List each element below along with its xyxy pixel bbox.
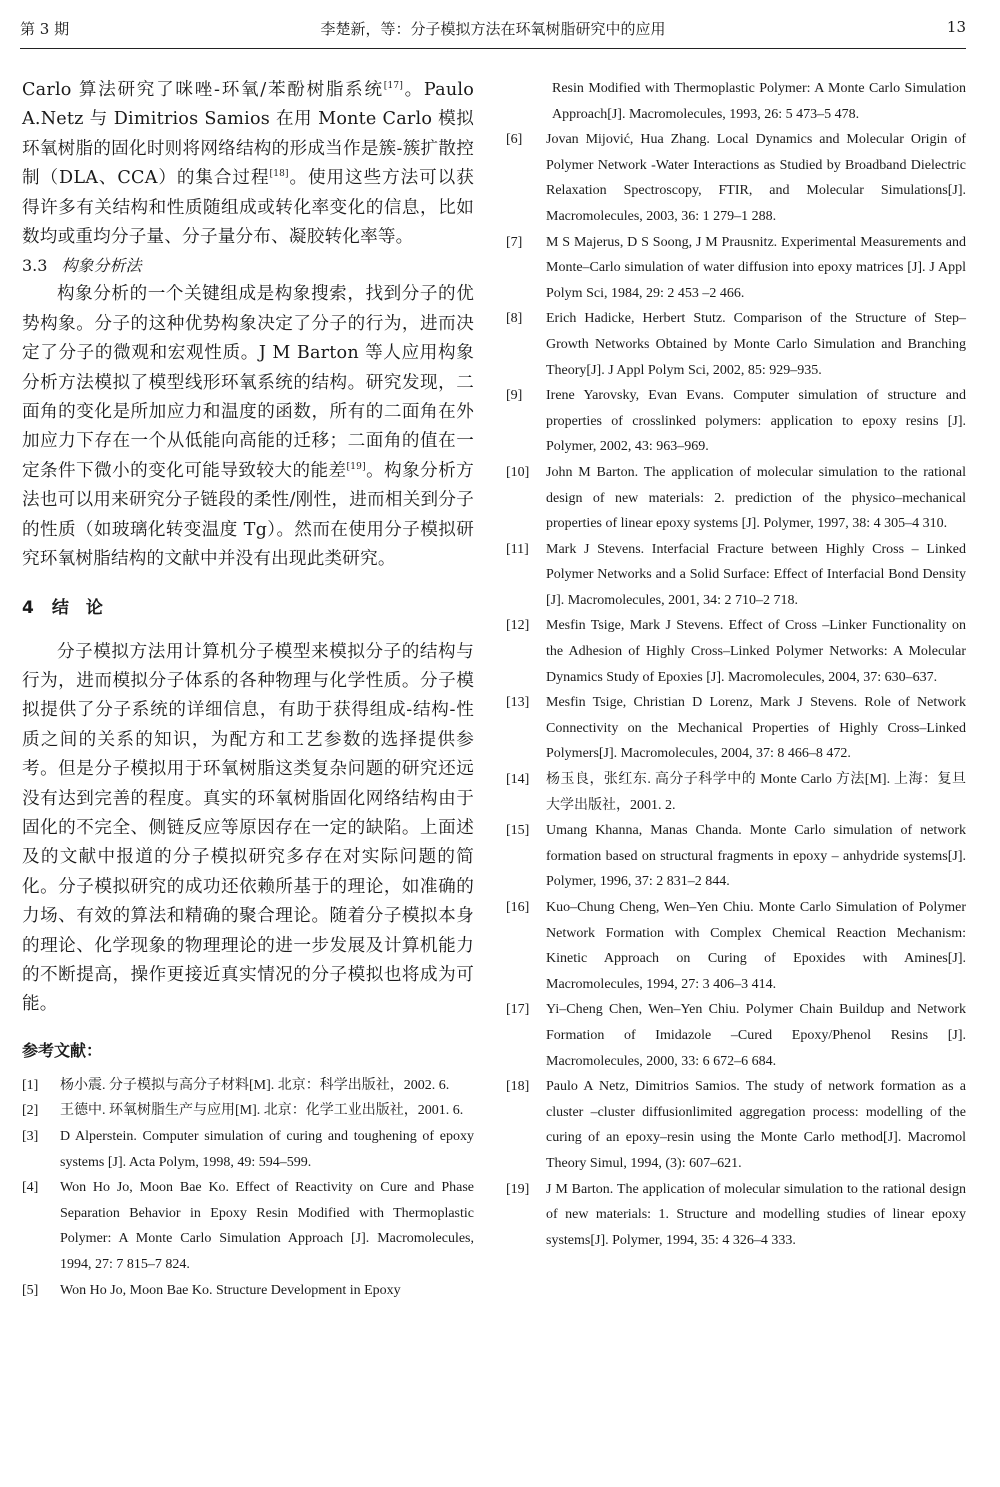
page-number: 13	[946, 18, 966, 36]
reference-text: Won Ho Jo, Moon Bae Ko. Effect of Reactivity on Cure and Phase Separation Behavior in Epoxy Resin Modified with Thermoplastic Polymer: A Monte Carlo Simulation Approach [J]. Macromolecules, 1994, 27: 7 815–7 824.	[60, 1180, 474, 1272]
reference-item	[506, 230, 966, 307]
reference-number: [18]	[506, 1079, 530, 1095]
reference-item	[506, 1074, 966, 1176]
reference-list-left	[22, 1073, 474, 1303]
reference-text: Paulo A Netz, Dimitrios Samios. The study of network formation as a cluster –cluster diffusionlimited aggregation process: modelling of the curing of an epoxy–resin using the Monte Carlo method[J]. Macromol Theory Simul, 1994, (3): 607–621.	[546, 1079, 966, 1171]
reference-text: M S Majerus, D S Soong, J M Prausnitz. Experimental Measurements and Monte–Carlo simulation of water diffusion into epoxy matrices [J]. J Appl Polym Sci, 1984, 29: 2 453 –2 466.	[546, 234, 966, 301]
reference-text: Umang Khanna, Manas Chanda. Monte Carlo simulation of network formation based on structural fragments in epoxy – anhydride systems[J]. Polymer, 1996, 37: 2 831–2 844.	[546, 823, 966, 890]
reference-text: John M Barton. The application of molecular simulation to the rational design of new materials: 2. prediction of the physico–mechanical properties of linear epoxy systems [J]. Polymer, 1997, 38: 4 305–4 310.	[546, 464, 966, 532]
reference-number: [9]	[506, 388, 523, 404]
reference-item	[506, 1177, 966, 1254]
reference-continued: Resin Modified with Thermoplastic Polymer: A Monte Carlo Simulation Approach[J]. Macromolecules, 1993, 26: 5 473–5 478.	[552, 81, 966, 122]
reference-item	[506, 895, 966, 997]
paragraph-conformation: 构象分析的一个关键组成是构象搜索，找到分子的优势构象。分子的这种优势构象决定了分子的行为，进而决定了分子的微观和宏观性质。J M Barton 等人应用构象分析方法模拟了模型线形环氧系统的结构。研究发现，二面角的变化是所加应力和温度的函数，所有的二面角在外加应力下存在一个从低能向高能的迁移；二面角的值在一定条件下微小的变化可能导致较大的能差[19]。构象分析方法也可以用来研究分子链段的柔性/刚性，进而相关到分子的性质（如玻璃化转变温度 Tg）。然而在使用分子模拟研究环氧树脂结构的文献中并没有出现此类研究。	[22, 284, 475, 570]
reference-text: 杨玉良，张红东. 高分子科学中的 Monte Carlo 方法[M]. 上海：复旦大学出版社，2001. 2.	[546, 772, 966, 813]
reference-number: [7]	[506, 234, 523, 250]
reference-number: [10]	[506, 464, 530, 480]
reference-item	[22, 1124, 474, 1175]
reference-text: Yi–Cheng Chen, Wen–Yen Chiu. Polymer Chain Buildup and Network Formation of Imidazole –Cured Epoxy/Phenol Resins [J]. Macromolecules, 2000, 33: 6 672–6 684.	[546, 1002, 966, 1069]
subsection-heading: 3.3 构象分析法	[22, 256, 142, 276]
reference-number: [15]	[506, 823, 530, 839]
reference-number: [16]	[506, 900, 530, 915]
reference-text: Jovan Mijović, Hua Zhang. Local Dynamics and Molecular Origin of Polymer Network -Water Interactions as Studied by Broadband Dielectric Relaxation Spectroscopy, FTIR, and Molecular Simulations[J]. Macromolecules, 2003, 36: 1 279–1 288.	[546, 132, 966, 224]
citation: [18]	[269, 169, 289, 180]
reference-number: [3]	[22, 1128, 39, 1144]
reference-item	[506, 767, 966, 818]
reference-text: Mark J Stevens. Interfacial Fracture between Highly Cross – Linked Polymer Networks and a Solid Surface: Effect of Interfacial Bond Density [J]. Macromolecules, 2001, 34: 2 710–2 718.	[546, 541, 966, 608]
reference-item	[506, 537, 966, 614]
reference-item	[506, 613, 966, 690]
reference-text: Erich Hadicke, Herbert Stutz. Comparison of the Structure of Step–Growth Networks Obtained by Monte Carlo Simulation and Branching Theory[J]. J Appl Polym Sci, 2002, 85: 929–935.	[546, 311, 966, 378]
right-column	[506, 76, 966, 1253]
reference-number: [14]	[506, 772, 530, 788]
reference-item	[506, 306, 966, 383]
reference-number: [12]	[506, 618, 530, 634]
reference-text: D Alperstein. Computer simulation of curing and toughening of epoxy systems [J]. Acta Polym, 1998, 49: 594–599.	[60, 1128, 474, 1170]
reference-item	[22, 1278, 474, 1304]
reference-item	[506, 818, 966, 895]
reference-item	[22, 1073, 474, 1099]
citation: [17]	[383, 81, 404, 92]
paragraph-conclusion: 分子模拟方法用计算机分子模型来模拟分子的结构与行为，进而模拟分子体系的各种物理与化学性质。分子模拟提供了分子系统的详细信息，有助于获得组成-结构-性质之间的关系的知识，为配方和工艺参数的选择提供参考。但是分子模拟用于环氧树脂这类复杂问题的研究还远没有达到完善的程度。真实的环氧树脂固化网络结构由于固化的不完全、侧链反应等原因存在一定的缺陷。上面述及的文献中报道的分子模拟研究多存在对实际问题的简化。分子模拟研究的成功还依赖所基于的理论，如准确的力场、有效的算法和精确的聚合理论。随着分子模拟本身的理论、化学现象的物理理论的进一步发展及计算机能力的不断提高，操作更接近真实情况的分子模拟也将成为可能。	[22, 641, 474, 1015]
reference-text: 杨小震. 分子模拟与高分子材料[M]. 北京：科学出版社，2002. 6.	[60, 1077, 450, 1093]
reference-number: [5]	[22, 1282, 39, 1298]
reference-item	[22, 1098, 474, 1124]
reference-number: [19]	[506, 1181, 530, 1197]
reference-item	[506, 460, 966, 537]
reference-item	[506, 127, 966, 229]
reference-text: 王德中. 环氧树脂生产与应用[M]. 北京：化学工业出版社，2001. 6.	[60, 1103, 464, 1119]
reference-number: [2]	[22, 1103, 39, 1119]
references-heading: 参考文献：	[22, 1040, 103, 1060]
reference-text: Irene Yarovsky, Evan Evans. Computer simulation of structure and properties of crosslinked polymers: application to epoxy resins [J]. Polymer, 2002, 43: 963–969.	[546, 388, 966, 455]
reference-number: [11]	[506, 541, 529, 557]
reference-text: J M Barton. The application of molecular simulation to the rational design of new materials: 1. Structure and modelling studies of linear epoxy systems[J]. Polymer, 1994, 35: 4 326–4 333.	[546, 1181, 966, 1248]
reference-number: [8]	[506, 311, 523, 327]
left-column	[22, 76, 474, 1303]
citation: [19]	[346, 462, 366, 473]
section-heading: 4 结 论	[22, 597, 103, 618]
reference-number: [1]	[22, 1077, 39, 1093]
reference-number: [4]	[22, 1180, 39, 1196]
reference-item	[22, 1175, 474, 1277]
reference-list-right	[506, 127, 966, 1253]
header-rule	[20, 48, 966, 49]
running-title: 李楚新，等：分子模拟方法在环氧树脂研究中的应用	[320, 20, 666, 38]
running-header	[20, 16, 966, 40]
reference-number: [17]	[506, 1002, 530, 1018]
reference-text: Kuo–Chung Cheng, Wen–Yen Chiu. Monte Carlo Simulation of Polymer Network Formation with Complex Chemical Reaction Mechanism: Kinetic Approach on Curing of Epoxides with Amines[J]. Macromolecules, 1994, 27: 3 406–3 414.	[546, 900, 966, 992]
reference-number: [13]	[506, 695, 530, 711]
reference-item	[506, 383, 966, 460]
paragraph-continued: Carlo 算法研究了咪唑-环氧/苯酚树脂系统[17]。Paulo A.Netz 与 Dimitrios Samios 在用 Monte Carlo 模拟环氧树脂的固化时则将网络结构的形成当作是簇-簇扩散控制（DLA、CCA）的集合过程[18]。使用这些方法可以获得许多有关结构和性质随组成或转化率变化的信息，比如数均或重均分子量、分子量分布、凝胶转化率等。	[22, 80, 474, 248]
reference-text: Won Ho Jo, Moon Bae Ko. Structure Development in Epoxy	[60, 1282, 401, 1298]
issue-label: 第 3 期	[20, 20, 70, 38]
reference-item	[506, 690, 966, 767]
reference-number: [6]	[506, 132, 523, 148]
reference-text: Mesfin Tsige, Mark J Stevens. Effect of Cross –Linker Functionality on the Adhesion of Highly Cross–Linked Polymer Networks: A Molecular Dynamics Study of Epoxies [J]. Macromolecules, 2004, 37: 630–637.	[546, 618, 966, 685]
reference-text: Mesfin Tsige, Christian D Lorenz, Mark J Stevens. Role of Network Connectivity on the Mechanical Properties of Highly Cross–Linked Polymers[J]. Macromolecules, 2004, 37: 8 466–8 472.	[546, 695, 966, 762]
reference-item	[506, 997, 966, 1074]
